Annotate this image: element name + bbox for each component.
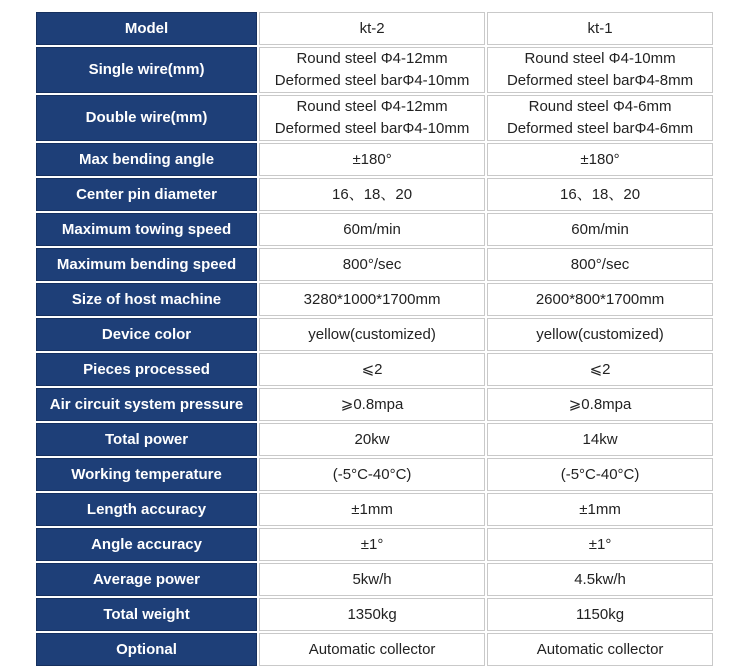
row-label: Pieces processed [36,353,257,386]
spec-table [34,10,715,668]
value-kt-2 [259,47,485,93]
spec-row-single-wire [36,47,713,93]
spec-row-max-bending-angle [36,143,713,176]
value-kt-1: 4.5kw/h [487,563,713,596]
row-label: Length accuracy [36,493,257,526]
value-kt-1: ±180° [487,143,713,176]
value-kt-1 [487,47,713,93]
spec-row-max-towing-speed [36,213,713,246]
value-kt-2: 5kw/h [259,563,485,596]
value-kt-2: 3280*1000*1700mm [259,283,485,316]
value-kt-2 [259,95,485,141]
spec-row-total-power [36,423,713,456]
row-label: Device color [36,318,257,351]
value-kt-1: 2600*800*1700mm [487,283,713,316]
spec-row-pieces-processed [36,353,713,386]
value-kt-2: 20kw [259,423,485,456]
row-label: Angle accuracy [36,528,257,561]
spec-row-average-power [36,563,713,596]
value-kt-1: ⩾0.8mpa [487,388,713,421]
value-kt-1 [487,95,713,141]
spec-row-center-pin-diameter [36,178,713,211]
model-kt-2: kt-2 [259,12,485,45]
value-line: Deformed steel barΦ4-10mm [274,72,470,89]
value-kt-2: ±1mm [259,493,485,526]
value-kt-2: yellow(customized) [259,318,485,351]
value-kt-2: 60m/min [259,213,485,246]
row-label: Optional [36,633,257,666]
value-line: Deformed steel barΦ4-8mm [506,72,694,89]
row-label: Total power [36,423,257,456]
value-kt-2: ⩾0.8mpa [259,388,485,421]
value-kt-2: ±1° [259,528,485,561]
value-kt-1: Automatic collector [487,633,713,666]
spec-row-device-color [36,318,713,351]
row-label: Size of host machine [36,283,257,316]
spec-row-working-temperature [36,458,713,491]
value-kt-2: Automatic collector [259,633,485,666]
header-label: Model [36,12,257,45]
row-label: Total weight [36,598,257,631]
row-label: Max bending angle [36,143,257,176]
value-kt-2: 1350kg [259,598,485,631]
value-kt-1: yellow(customized) [487,318,713,351]
value-kt-1: 14kw [487,423,713,456]
value-kt-1: 800°/sec [487,248,713,281]
value-kt-1: ±1° [487,528,713,561]
model-kt-1: kt-1 [487,12,713,45]
value-kt-2: ⩽2 [259,353,485,386]
value-kt-1: (-5°C-40°C) [487,458,713,491]
value-kt-1: 1150kg [487,598,713,631]
spec-row-optional [36,633,713,666]
value-line: Round steel Φ4-12mm [296,50,448,67]
spec-row-max-bending-speed [36,248,713,281]
value-line: Round steel Φ4-10mm [524,50,676,67]
row-label: Single wire(mm) [36,47,257,93]
row-label: Double wire(mm) [36,95,257,141]
row-label: Working temperature [36,458,257,491]
row-label: Maximum bending speed [36,248,257,281]
row-label: Maximum towing speed [36,213,257,246]
spec-row-double-wire [36,95,713,141]
value-kt-1: 16、18、20 [487,178,713,211]
value-line: Round steel Φ4-6mm [528,98,672,115]
value-kt-2: (-5°C-40°C) [259,458,485,491]
spec-row-host-machine-size [36,283,713,316]
row-label: Center pin diameter [36,178,257,211]
spec-row-air-pressure [36,388,713,421]
value-kt-2: 16、18、20 [259,178,485,211]
row-label: Air circuit system pressure [36,388,257,421]
value-line: Round steel Φ4-12mm [296,98,448,115]
header-row [36,12,713,45]
spec-row-length-accuracy [36,493,713,526]
value-kt-1: ⩽2 [487,353,713,386]
value-line: Deformed steel barΦ4-10mm [274,120,470,137]
spec-row-angle-accuracy [36,528,713,561]
value-kt-1: ±1mm [487,493,713,526]
value-line: Deformed steel barΦ4-6mm [506,120,694,137]
value-kt-2: 800°/sec [259,248,485,281]
value-kt-1: 60m/min [487,213,713,246]
spec-row-total-weight [36,598,713,631]
row-label: Average power [36,563,257,596]
value-kt-2: ±180° [259,143,485,176]
